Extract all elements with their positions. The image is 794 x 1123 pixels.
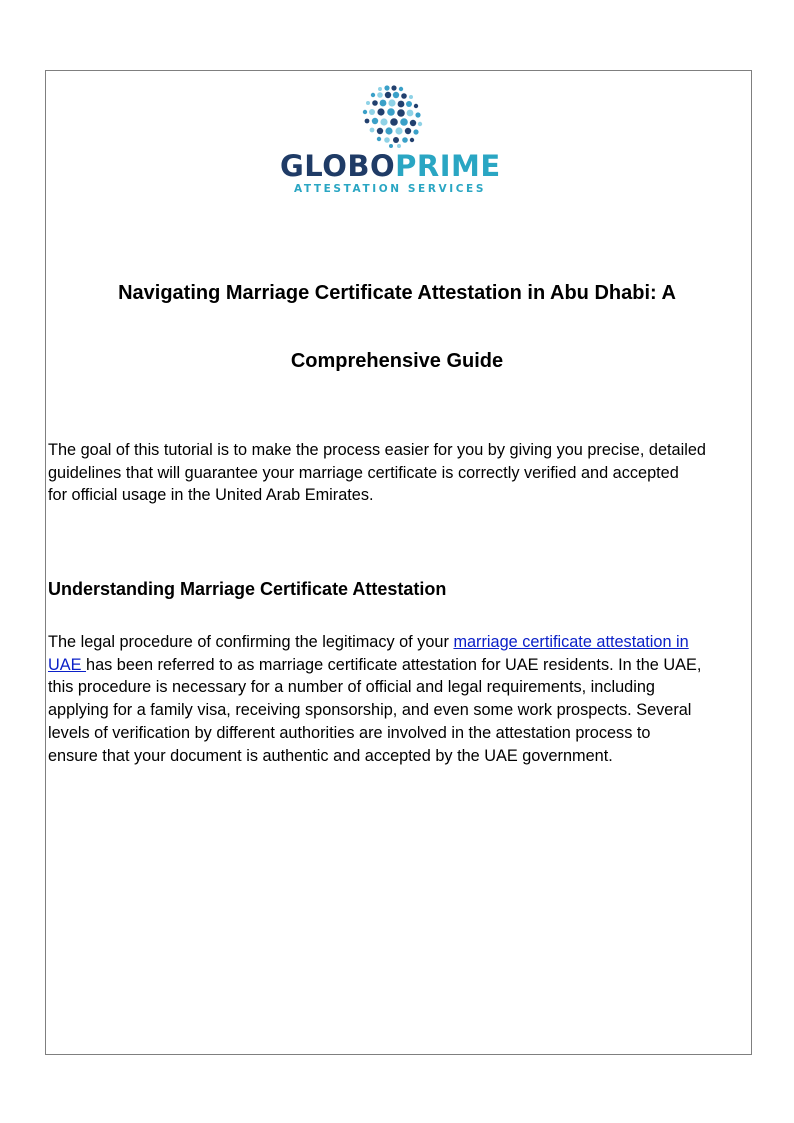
body-text: applying for a family visa, receiving sponsorship, and even some work prospects. Several: [48, 701, 692, 720]
intro-paragraph: [48, 439, 748, 507]
logo-wordmark-part2: PRIME: [395, 149, 501, 183]
body-text: this procedure is necessary for a number of official and legal requirements, including: [48, 678, 655, 697]
company-logo: [280, 84, 500, 196]
body-text: has been referred to as marriage certificate attestation for UAE residents. In the UAE,: [86, 655, 702, 674]
logo-wordmark-part1: GLOBO: [280, 149, 396, 183]
section-heading: Understanding Marriage Certificate Attestation: [48, 579, 447, 599]
document-title-line-1: Navigating Marriage Certificate Attestation in Abu Dhabi: A: [118, 282, 676, 304]
document-title-line-2: Comprehensive Guide: [290, 350, 504, 372]
logo-wordmark: [280, 150, 500, 182]
body-text: ensure that your document is authentic and accepted by the UAE government.: [48, 746, 613, 765]
page-frame: [45, 70, 752, 1055]
intro-line: for official usage in the United Arab Emirates.: [48, 486, 374, 505]
intro-line: guidelines that will guarantee your marriage certificate is correctly verified and accepted: [48, 463, 679, 482]
globe-logo-icon: [354, 84, 424, 150]
logo-subtitle: ATTESTATION SERVICES: [293, 183, 486, 195]
intro-line: The goal of this tutorial is to make the process easier for you by giving you precise, detailed: [48, 441, 706, 459]
attestation-link-text: UAE: [48, 655, 87, 674]
section-paragraph: [48, 631, 748, 767]
body-text: levels of verification by different authorities are involved in the attestation process to: [48, 723, 651, 742]
body-text: The legal procedure of confirming the legitimacy of your: [48, 633, 454, 651]
attestation-link-text: marriage certificate attestation in: [453, 633, 689, 651]
